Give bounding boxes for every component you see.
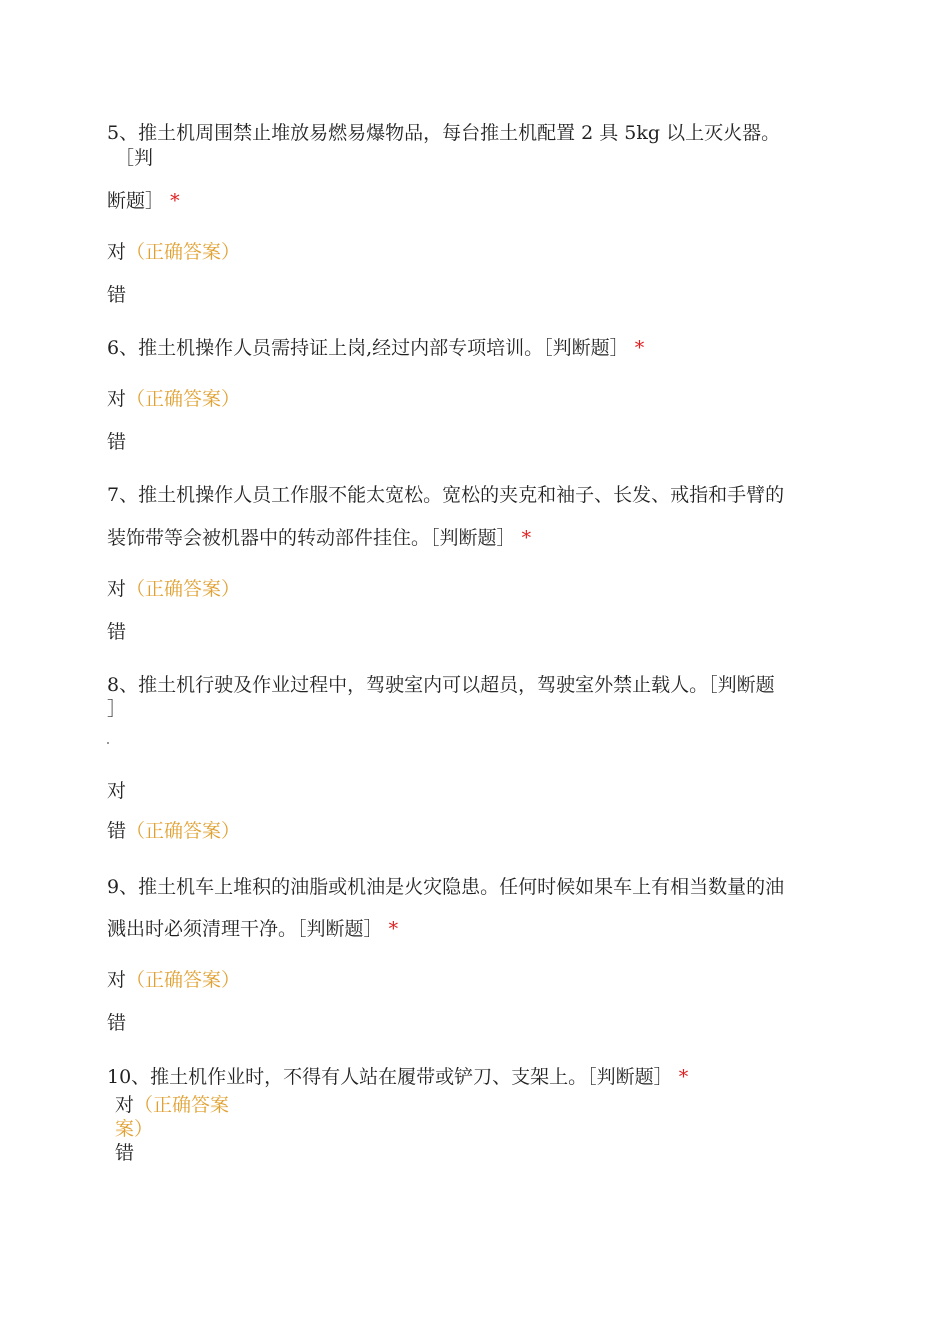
question-9-text-line-2: [107, 917, 398, 941]
question-7-type: 装饰带等会被机器中的转动部件挂住。［判断题］: [107, 527, 516, 549]
question-5-type: 断题］: [107, 190, 165, 212]
option-label: 错: [107, 1012, 127, 1034]
question-7-text-line-1: 7、推土机操作人员工作服不能太宽松。宽松的夹克和袖子、长发、戒指和手臂的: [107, 484, 785, 506]
question-9-type: 溅出时必须清理干净。［判断题］: [107, 918, 383, 940]
question-10-text: [107, 1065, 688, 1089]
required-mark: *: [388, 918, 399, 940]
question-8-text-line-1: 8、推土机行驶及作业过程中，驾驶室内可以超员，驾驶室外禁止载人。［判断题: [107, 674, 775, 696]
correct-answer-tag: （正确答案）: [126, 241, 241, 263]
required-mark: *: [170, 190, 180, 212]
option-label: 对: [115, 1094, 135, 1116]
question-9-option-true[interactable]: [107, 968, 240, 992]
option-label: 错: [107, 820, 127, 842]
correct-answer-tag-continued: 案）: [115, 1118, 154, 1140]
question-5-text-line-3: [107, 189, 180, 213]
option-label: 错: [107, 621, 127, 643]
option-label: 对: [107, 578, 127, 600]
question-6-option-false[interactable]: [107, 430, 126, 454]
question-10-text-line-1: 10、推土机作业时，不得有人站在履带或铲刀、支架上。［判断题］: [107, 1066, 673, 1088]
question-5-option-true[interactable]: [107, 240, 240, 264]
question-8-option-true[interactable]: [107, 779, 126, 803]
correct-answer-tag: （正确答案）: [126, 388, 241, 410]
question-5-text-line-2: ［判: [115, 147, 154, 169]
option-label: 错: [107, 284, 127, 306]
stray-dot: [107, 742, 109, 744]
question-6-option-true[interactable]: [107, 387, 240, 411]
question-7-option-true[interactable]: [107, 577, 240, 601]
option-label: 错: [107, 431, 127, 453]
option-label: 对: [107, 969, 127, 991]
question-8-option-false[interactable]: [107, 819, 240, 843]
option-label: 对: [107, 780, 127, 802]
question-9-text-line-1: 9、推土机车上堆积的油脂或机油是火灾隐患。任何时候如果车上有相当数量的油: [107, 876, 785, 898]
question-5-text-line-1: 5、推土机周围禁止堆放易燃易爆物品，每台推土机配置 2 具 5kg 以上灭火器。: [107, 122, 781, 144]
question-8-text-line-2: ］: [107, 698, 127, 720]
required-mark: *: [678, 1066, 689, 1088]
question-6-text: [107, 336, 644, 360]
question-5-option-false[interactable]: [107, 283, 126, 307]
correct-answer-tag: （正确答案）: [126, 578, 241, 600]
correct-answer-tag: （正确答案）: [126, 969, 241, 991]
correct-answer-tag: （正确答案）: [126, 820, 241, 842]
option-label: 对: [107, 388, 127, 410]
question-6-text-line-1: 6、推土机操作人员需持证上岗,经过内部专项培训。［判断题］: [107, 337, 629, 359]
option-label: 对: [107, 241, 127, 263]
question-10-option-false[interactable]: [115, 1141, 134, 1165]
question-7-option-false[interactable]: [107, 620, 126, 644]
question-9-option-false[interactable]: [107, 1011, 126, 1035]
option-label: 错: [115, 1142, 135, 1164]
required-mark: *: [634, 337, 645, 359]
question-7-text-line-2: [107, 526, 531, 550]
correct-answer-tag: （正确答案: [134, 1094, 230, 1116]
question-10-option-true[interactable]: [115, 1093, 229, 1117]
required-mark: *: [521, 527, 532, 549]
